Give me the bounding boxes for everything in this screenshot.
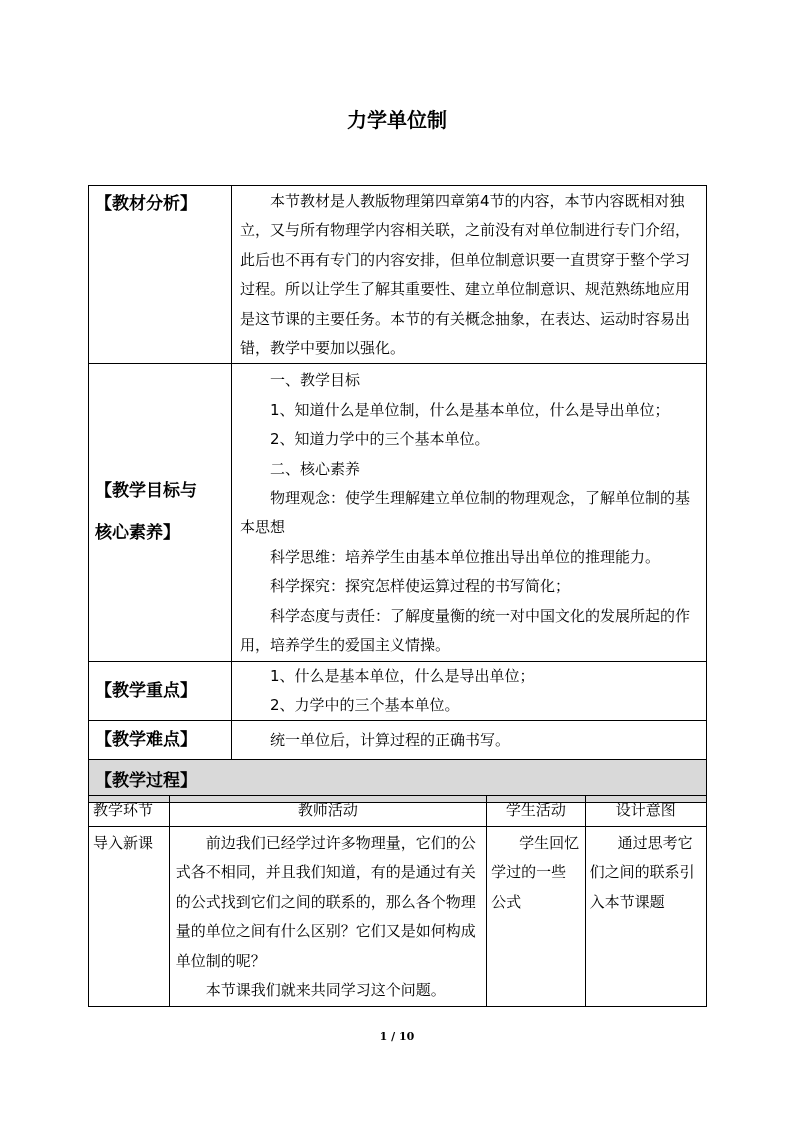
key-point-line: 2、力学中的三个基本单位。 xyxy=(270,695,460,714)
goals-content xyxy=(232,364,707,661)
teacher-activity-text: 本节课我们就来共同学习这个问题。 xyxy=(205,981,446,999)
goals-line: 1、知道什么是单位制，什么是基本单位，什么是导出单位； xyxy=(270,400,670,419)
analysis-text-cell xyxy=(232,186,707,364)
key-points-row xyxy=(89,661,707,721)
goals-label-line1: 【教学目标与 xyxy=(95,481,197,502)
goals-line: 2、知道力学中的三个基本单位。 xyxy=(270,430,490,449)
goals-row xyxy=(89,364,707,661)
goals-label-line2: 核心素养】 xyxy=(95,523,180,544)
col-header-design: 设计意图 xyxy=(585,796,706,827)
key-points-label: 【教学重点】 xyxy=(89,661,232,721)
difficulties-content xyxy=(232,721,707,760)
goals-label xyxy=(89,364,232,661)
process-table xyxy=(88,795,707,1007)
design-intent-cell xyxy=(585,826,706,1006)
analysis-row xyxy=(89,186,707,364)
table-row xyxy=(89,826,707,1006)
col-header-stage: 教学环节 xyxy=(89,796,170,827)
goals-line: 物理观念：使学生理解建立单位制的物理观念，了解单位制的基本思想 xyxy=(240,489,691,537)
process-label: 【教学过程】 xyxy=(89,760,707,803)
difficulties-text: 统一单位后，计算过程的正确书写。 xyxy=(270,730,511,749)
goals-line: 一、教学目标 xyxy=(270,371,361,390)
key-points-content xyxy=(232,661,707,721)
goals-line: 科学探究：探究怎样使运算过程的书写简化； xyxy=(270,577,571,596)
goals-line: 科学态度与责任：了解度量衡的统一对中国文化的发展所起的作用，培养学生的爱国主义情操。 xyxy=(240,606,691,655)
page-number: 1 / 10 xyxy=(379,1030,415,1043)
analysis-text: 本节教材是人教版物理第四章第4节的内容，本节内容既相对独立，又与所有物理学内容相关联，之前没有对单位制进行专门介绍，此后也不再有专门的内容安排，但单位制意识要一直贯穿于整个学习过程。所以让学生了解其重要性、建立单位制意识、规范熟练地应用是这节课的主要任务。本节的有关概念抽象，在表达、运动时容易出错，教学中要加以强化。 xyxy=(240,192,691,358)
col-header-student: 学生活动 xyxy=(487,796,586,827)
stage-cell: 导入新课 xyxy=(89,826,170,1006)
goals-line: 科学思维：培养学生由基本单位推出导出单位的推理能力。 xyxy=(270,547,661,566)
goals-line: 二、核心素养 xyxy=(270,459,361,478)
difficulties-label: 【教学难点】 xyxy=(89,721,232,760)
design-intent-text: 通过思考它们之间的联系引入本节课题 xyxy=(589,833,695,911)
key-point-line: 1、什么是基本单位，什么是导出单位； xyxy=(270,666,535,685)
student-activity-cell xyxy=(487,826,586,1006)
difficulties-row xyxy=(89,721,707,760)
page-title: 力学单位制 xyxy=(347,108,447,132)
teacher-activity-cell xyxy=(169,826,486,1006)
process-columns xyxy=(89,796,707,827)
col-header-teacher: 教师活动 xyxy=(169,796,486,827)
analysis-label: 【教材分析】 xyxy=(89,186,232,364)
student-activity-text: 学生回忆学过的一些公式 xyxy=(491,833,580,911)
teacher-activity-text: 前边我们已经学过许多物理量，它们的公式各不相同，并且我们知道，有的是通过有关的公式找到它们之间的联系的，那么各个物理量的单位之间有什么区别？它们又是如何构成单位制的呢？ xyxy=(175,833,476,970)
lesson-info-table xyxy=(88,185,707,803)
